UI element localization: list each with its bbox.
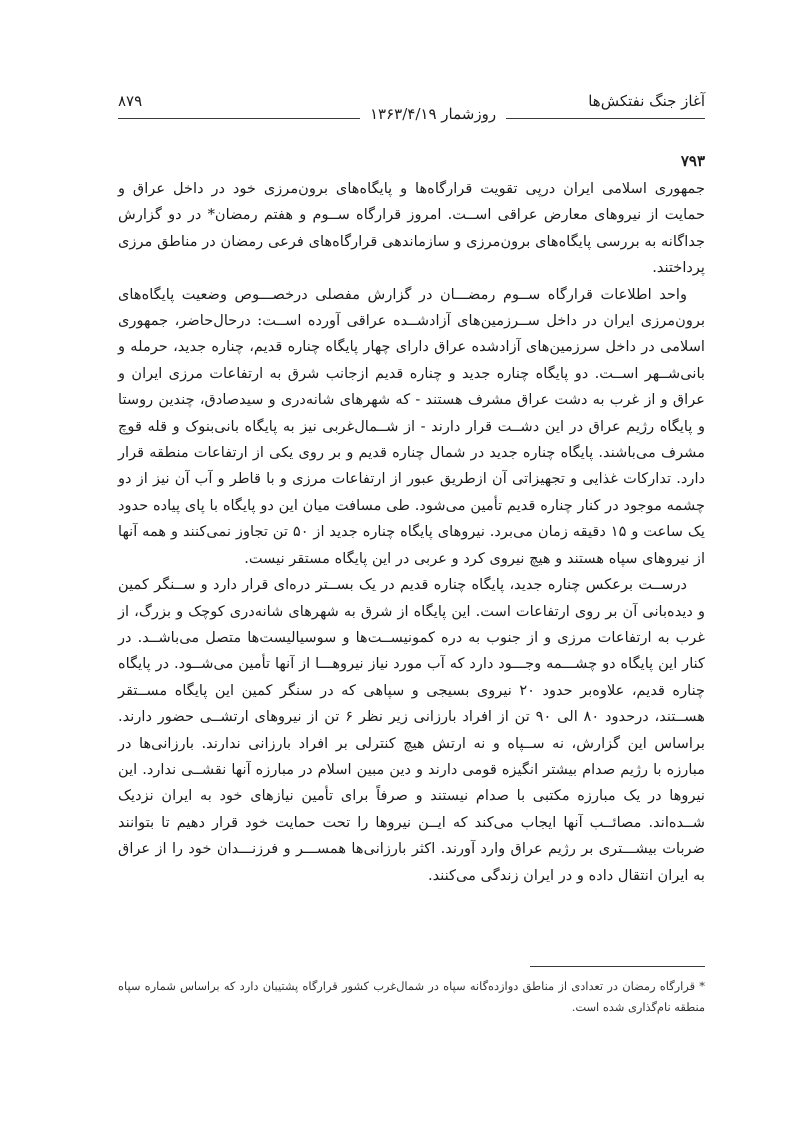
book-title: آغاز جنگ نفتکش‌ها (588, 92, 705, 110)
paragraph-2: واحد اطلاعات قرارگاه ســوم رمضـــان در گزارش مفصلی درخصـــوص وضعیت پایگاه‌های برون‌مرزی ایران در داخل ســرزمین‌های آزادشــده عراقی آورده اســت: درحال‌حاضر، جمهوری اسلامی در داخل سرزمین‌های آزادشده عراق دارای چهار پایگاه چناره قدیم، چناره جدید، حرمله و بانی‌شــهر اســت. دو پایگاه چناره جدید و چناره قدیم ازجانب شرق به ارتفاعات مرزی ایران و عراق و از غرب به دشت عراق مشرف هستند - که شهرهای شانه‌دری و سیدصادق، چندین روستا و پایگاه رژیم عراق در این دشــت قرار دارند - از شــمال‌غربی نیز به پایگاه بانی‌بنوک و قله قوچ مشرف می‌باشند. پایگاه چناره جدید در شمال چناره قدیم و بر روی یکی از ارتفاعات منطقه قرار دارد. تدارکات غذایی و تجهیزاتی آن ازطریق عبور از ارتفاعات مرزی و با قاطر و آب آن نیز از دو چشمه موجود در کنار چناره قدیم تأمین می‌شود. طی مسافت میان این دو پایگاه با پای پیاده حدود یک ساعت و ۱۵ دقیقه زمان می‌برد. نیروهای پایگاه چناره جدید از ۵۰ تن تجاوز نمی‌کنند و همه آنها از نیروهای سپاه هستند و هیچ نیروی کرد و عربی در این پایگاه مستقر نیست. (118, 285, 705, 567)
footnote: * قرارگاه رمضان در تعدادی از مناطق دوازده‌گانه سپاه در شمال‌غرب کشور قرارگاه پشتیبان دارد که براساس شماره سپاه منطقه نام‌گذاری شده است. (118, 979, 705, 1014)
footnote-rule (530, 966, 705, 967)
page-number: ۸۷۹ (118, 92, 143, 110)
paragraph-3: درســت برعکس چناره جدید، پایگاه چناره قدیم در یک بســتر دره‌ای قرار دارد و ســنگر کمین و دیده‌بانی آن بر روی ارتفاعات است. این پایگاه از شرق به شهرهای شانه‌دری کوچک و بزرگ، از غرب به ارتفاعات مرزی و از جنوب به دره کمونیســت‌ها و سوسیالیست‌ها متصل می‌باشــد. در کنار این پایگاه دو چشـــمه وجـــود دارد که آب مورد نیاز نیروهـــا از آنها تأمین می‌شــود. در پایگاه چناره قدیم، علاوه‌بر حدود ۲۰ نیروی بسیجی و سپاهی که در سنگر کمین این پایگاه مســتقر هســتند، درحدود ۸۰ الی ۹۰ تن از افراد بارزانی زیر نظر ۶ تن از نیروهای ارتشــی حضور دارند. براساس این گزارش، نه ســپاه و نه ارتش هیچ کنترلی بر افراد بارزانی ندارند. بارزانی‌ها در مبارزه با رژیم صدام بیشتر انگیزه قومی دارند و دین مبین اسلام در مبارزه آنها نقشــی ندارد. این نیروها در یک مبارزه مکتبی با صدام نیستند و صرفاً برای تأمین نیازهای خود به ایران نزدیک شــده‌اند. مصائــب آنها ایجاب می‌کند که ایــن نیروها را تحت حمایت خود قرار دهیم تا بتوانند ضربات بیشـــتری بر رژیم عراق وارد آورند. اکثر بارزانی‌ها همســـر و فرزنـــدان خود را از عراق به ایران انتقال داده و در ایران زندگی می‌کنند. (118, 576, 706, 884)
date-label: روزشمار ۱۳۶۳/۴/۱۹ (360, 105, 506, 123)
document-number: ۷۹۳ (680, 152, 705, 170)
paragraph-1: جمهوری اسلامی ایران درپی تقویت قرارگاه‌ها و پایگاه‌های برون‌مرزی خود در داخل عراق و حمایت از نیروهای معارض عراقی اســت. امروز قرارگاه ســوم و هفتم رمضان* در دو گزارش جداگانه به بررسی پایگاه‌های برون‌مرزی و سازماندهی قرارگاه‌های فرعی رمضان در مناطق مرزی پرداختند. (118, 180, 705, 277)
document-body (118, 176, 705, 889)
